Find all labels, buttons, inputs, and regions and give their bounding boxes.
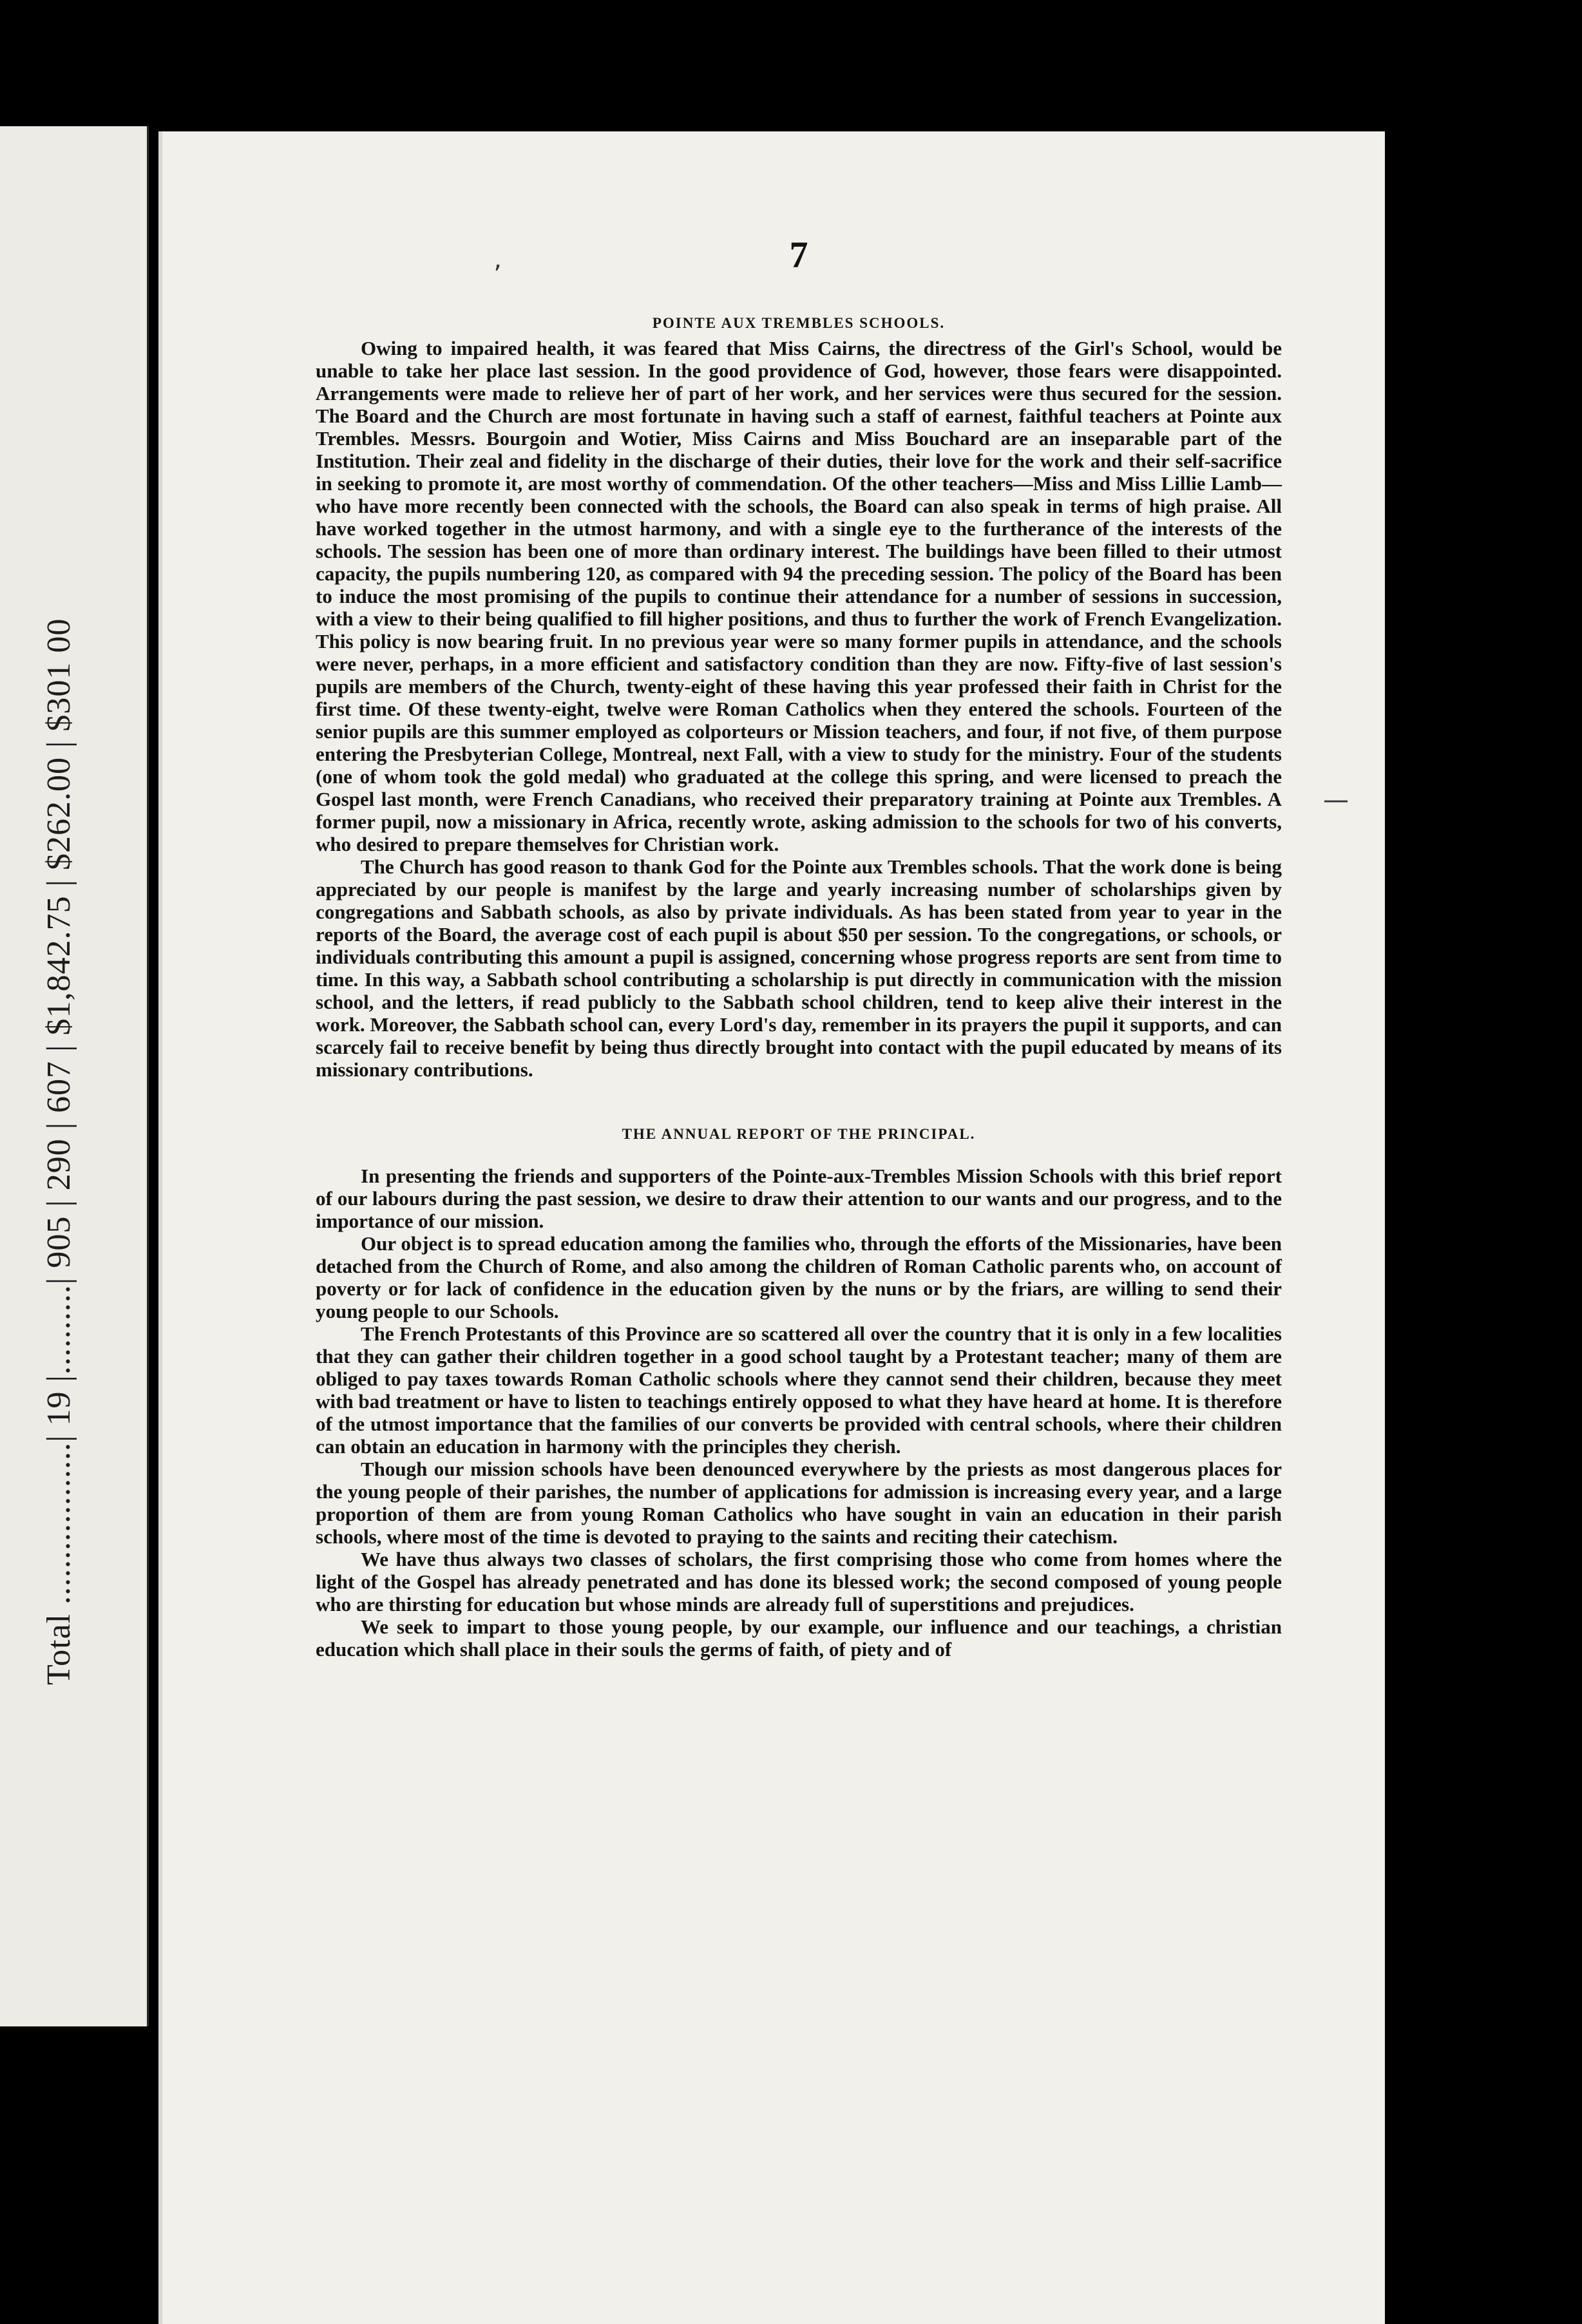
paragraph: Owing to impaired health, it was feared that Miss Cairns, the directress of the Girl's School, would be unable to take her place last session. In the good providence of God, however, those fears were disappointed. Arrangements were made to relieve her of part of her work, and her services were thus secured for the session. The Board and the Church are most fortunate in having such a staff of earnest, faithful teachers at Pointe aux Trembles. Messrs. Bourgoin and Wotier, Miss Cairns and Miss Bouchard are an inseparable part of the Institution. Their zeal and fidelity in the discharge of their duties, their love for the work and their self-sacrifice in seeking to promote it, are most worthy of commendation. Of the other teachers—Miss and Miss Lillie Lamb—who have more recently been connected with the schools, the Board can also speak in terms of high praise. All have worked together in the utmost harmony, and with a single eye to the furtherance of the interests of the schools. The session has been one of more than ordinary interest. The buildings have been filled to their utmost capacity, the pupils numbering 120, as compared with 94 the preceding session. The policy of the Board has been to induce the most promising of the pupils to continue their attendance for a number of sessions in succession, with a view to their being qualified to fill higher positions, and thus to further the work of French Evangelization. This policy is now bearing fruit. In no previous year were so many former pupils in attendance, and the schools were never, perhaps, in a more efficient and satisfactory condition than they are now. Fifty-five of last session's pupils are members of the Church, twenty-eight of these having this year professed their faith in Christ for the first time. Of these twenty-eight, twelve were Roman Catholics when they entered the schools. Fourteen of the senior pupils are this summer employed as colporteurs or Mission teachers, and four, if not five, of them purpose entering the Presbyterian College, Montreal, next Fall, with a view to study for the ministry. Four of the students (one of whom took the gold medal) who graduated at the college this spring, and were licensed to preach the Gospel last month, were French Canadians, who received their preparatory training at Pointe aux Trembles. A former pupil, now a missionary in Africa, recently wrote, asking admission to the schools for two of his converts, who desired to prepare themselves for Christian work.: [316, 337, 1282, 855]
paragraph: The French Protestants of this Province are so scattered all over the country that it is only in a few localities that they can gather their children together in a good school taught by a Protestant teacher; many of them are obliged to pay taxes towards Roman Catholic schools where they cannot send their children, because they meet with bad treatment or have to listen to teachings entirely opposed to what they have heard at home. It is therefore of the utmost importance that the families of our converts be provided with central schools, where their children can obtain an education in harmony with the principles they cherish.: [316, 1322, 1282, 1458]
margin-mark-icon: ʼ: [493, 260, 502, 290]
paragraph: The Church has good reason to thank God for the Pointe aux Trembles schools. That the work done is being appreciated by our people is manifest by the large and yearly increasing number of scholarships given by congregations and Sabbath schools, as also by private individuals. As has been stated from year to year in the reports of the Board, the average cost of each pupil is about $50 per session. To the congregations, or schools, or individuals contributing this amount a pupil is assigned, concerning whose progress reports are sent from time to time. In this way, a Sabbath school contributing a scholarship is put directly in communication with the mission school, and the letters, if read publicly to the Sabbath school children, tend to keep alive their interest in the work. Moreover, the Sabbath school can, every Lord's day, remember in its prayers the pupil it supports, and can scarcely fail to receive benefit by being thus directly brought into contact with the pupil educated by means of its missionary contributions.: [316, 855, 1282, 1081]
section-heading: POINTE AUX TREMBLES SCHOOLS.: [652, 315, 946, 331]
margin-mark-icon: —: [1323, 785, 1349, 815]
page-content: [316, 233, 1282, 1661]
page-number: 7: [789, 234, 808, 276]
adjacent-page-strip: [0, 126, 149, 2026]
paragraph: Though our mission schools have been denounced everywhere by the priests as most dangerous places for the young people of their parishes, the number of applications for admission is increasing every year, and a large proportion of them are from young Roman Catholics who have sought in vain an education in their parish schools, where most of the time is devoted to praying to the saints and reciting their catechism.: [316, 1458, 1282, 1548]
section-heading: THE ANNUAL REPORT OF THE PRINCIPAL.: [622, 1126, 976, 1142]
paragraph: Our object is to spread education among the families who, through the efforts of the Missionaries, have been detached from the Church of Rome, and also among the children of Roman Catholic parents who, on account of poverty or for lack of confidence in the education given by the nuns or by the friars, are willing to send their young people to our Schools.: [316, 1232, 1282, 1322]
paragraph: We seek to impart to those young people, by our example, our influence and our teachings, a christian education which shall place in their souls the germs of faith, of piety and of: [316, 1615, 1282, 1661]
paragraph: In presenting the friends and supporters of the Pointe-aux-Trembles Mission Schools with this brief report of our labours during the past session, we desire to draw their attention to our wants and our progress, and to the importance of our mission.: [316, 1165, 1282, 1232]
table-total-row: Total ..................| 19 |..........| 905 | 290 | 607 | $1,842.75 | $262.00 | $301 00: [41, 618, 77, 1685]
document-page: [158, 131, 1385, 2324]
paragraph: We have thus always two classes of scholars, the first comprising those who come from homes where the light of the Gospel has already penetrated and has done its blessed work; the second composed of young people who are thirsting for education but whose minds are already full of superstitions and prejudices.: [316, 1548, 1282, 1615]
